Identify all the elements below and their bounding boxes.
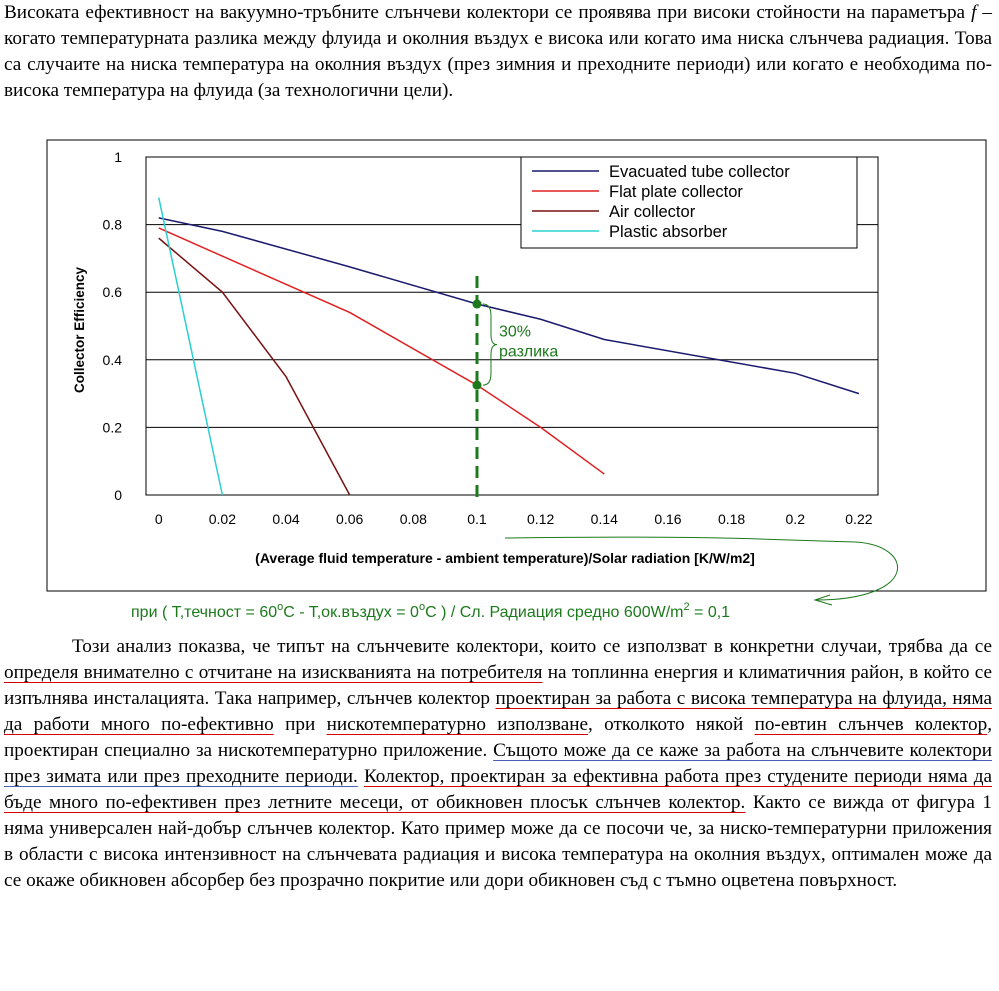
difference-label-word: разлика: [498, 343, 559, 361]
analysis-text-5: , проектиран специално за нискотемпературно приложение.: [4, 714, 992, 761]
y-tick-label: 0.2: [102, 419, 122, 436]
highlight-3: нискотемпературно използване: [326, 714, 589, 735]
intro-text-2: – когато температурната разлика между флуида и околния въздух е висока или когато има ниска слънчева радиация. Това са случаите на ниска температура на околния въздух (през зимния и преходните периоди) или когато е необходима по-висока температура на флуида (за технологични цели).: [4, 2, 992, 101]
highlight-1: определя внимателно с отчитане на изискванията на потребителя: [4, 662, 543, 683]
marker-point-top: [472, 300, 481, 309]
y-axis-label: Collector Efficiency: [72, 266, 87, 394]
legend-label: Flat plate collector: [609, 183, 743, 201]
x-tick-label: 0.18: [717, 511, 746, 527]
analysis-text-3: при: [273, 714, 327, 735]
analysis-text-7: Както се вижда от фигура 1 няма универсален най-добър слънчев колектор. Като пример може да се посочи че, за ниско-температурни приложения в области с висока интензивност на слънчевата радиация и висока температура на околния въздух, оптимален може да се окаже обикновен абсорбер без прозрачно покритие или дори обикновен съд с тъмно оцветена повърхност.: [4, 792, 992, 891]
legend-label: Air collector: [609, 203, 696, 221]
analysis-text-1: Този анализ показва, че типът на слънчевите колектори, които се използват в конкретни случаи, трябва да се: [72, 636, 992, 657]
x-axis-label: (Average fluid temperature - ambient temperature)/Solar radiation [K/W/m2]: [255, 550, 755, 566]
x-tick-label: 0.2: [785, 511, 805, 527]
x-tick-label: 0.12: [527, 511, 555, 527]
difference-label-percent: 30%: [498, 323, 532, 341]
legend-label: Plastic absorber: [609, 223, 728, 241]
y-tick-label: 0: [114, 487, 122, 503]
y-tick-label: 0.4: [102, 351, 122, 368]
y-tick-label: 0.6: [102, 284, 122, 301]
marker-point-bottom: [472, 381, 481, 390]
y-tick-label: 0.8: [102, 216, 122, 233]
x-tick-label: 0: [154, 511, 163, 527]
y-tick-label: 1: [114, 149, 122, 165]
intro-text-1: Високата ефективност на вакуумно-тръбните слънчеви колектори се проявява при високи стойности на параметъра: [4, 2, 972, 23]
analysis-text-2: на топлинна енергия и климатичния район, в който се изпълнява инсталацията. Така например, слънчев колектор: [4, 662, 992, 709]
analysis-paragraph: [4, 634, 992, 894]
condition-caption: при ( T,течност = $60^oC$ - T,ок.въздух = $0^oC$ ) / Сл. Радиация средно $600W/m^2 = 0,1$: [131, 601, 731, 621]
legend: [521, 157, 857, 248]
x-tick-label: 0.04: [272, 511, 300, 527]
parameter-f: f: [971, 2, 977, 23]
highlight-2: проектиран за работа с висока температура на флуида, няма да работи много по-ефективно: [4, 688, 993, 735]
x-tick-label: 0.16: [654, 511, 682, 527]
x-tick-label: 0.08: [399, 511, 427, 527]
x-tick-label: 0.02: [208, 511, 237, 527]
highlight-5: Същото може да се каже за работа на слънчевите колектори през зимата или през преходните периоди.: [4, 740, 992, 787]
x-tick-label: 0.1: [467, 511, 487, 527]
analysis-text-4: , отколкото някой: [588, 714, 755, 735]
legend-label: Evacuated tube collector: [609, 163, 790, 181]
highlight-6: Колектор, проектиран за ефективна работа през студените периоди няма да бъде много по-ефективен през летните месеци, от обикновен плосък слънчев колектор.: [4, 766, 993, 813]
x-tick-label: 0.22: [845, 511, 873, 527]
highlight-4: по-евтин слънчев колектор: [754, 714, 988, 735]
x-tick-label: 0.14: [590, 511, 618, 527]
x-tick-label: 0.06: [336, 511, 364, 527]
